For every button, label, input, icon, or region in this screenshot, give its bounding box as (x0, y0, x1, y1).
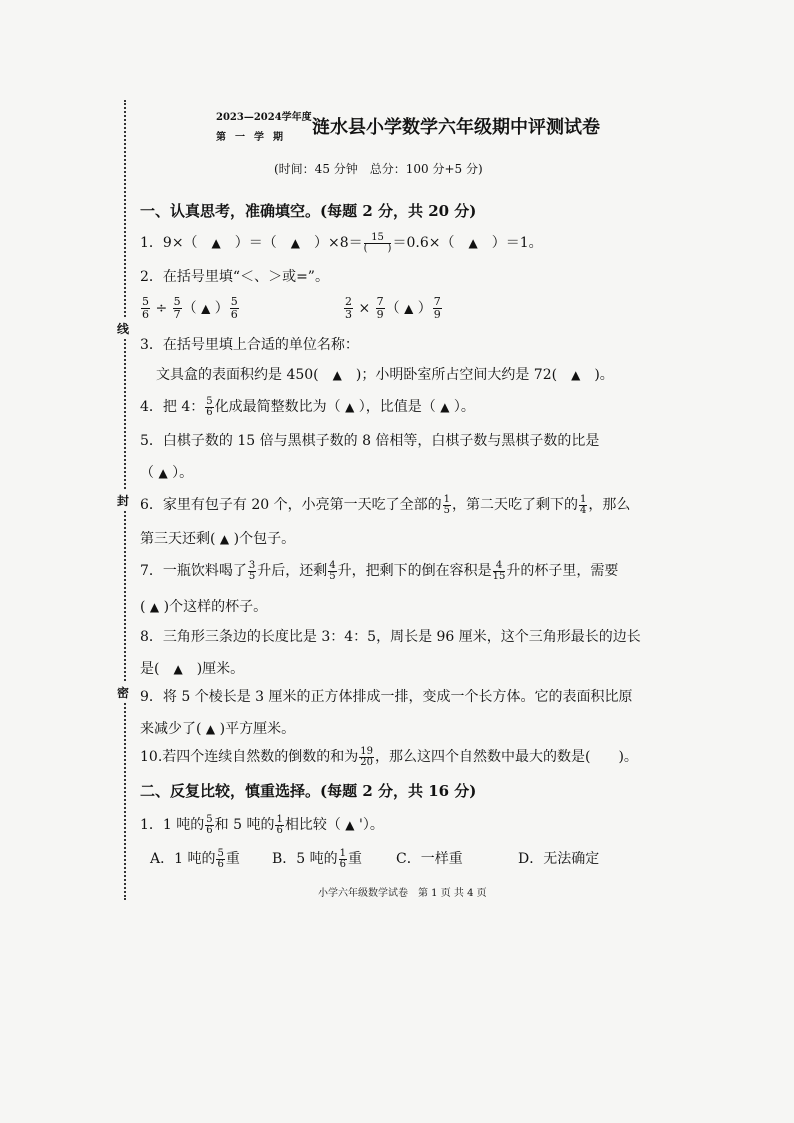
question-3-body: 文具盒的表面积约是 450( ▲ )；小明卧室所占空间大约是 72( ▲ )。 (156, 367, 614, 383)
binding-char: 密 (117, 682, 129, 703)
question-8-answer: 是( ▲ )厘米。 (140, 661, 245, 677)
question-10: 10.若四个连续自然数的倒数的和为 $\frac{19}{20}$ ，那么这四个自然数中最大的数是( )。 (140, 745, 638, 768)
question-5: 5．白棋子数的 15 倍与黑棋子数的 8 倍相等，白棋子数与黑棋子数的比是 (140, 433, 600, 449)
section1-heading: 一、认真思考，准确填空。(每题 2 分，共 20 分) (140, 202, 477, 220)
question-6-answer: 第三天还剩( ▲ )个包子。 (140, 531, 296, 547)
question-9: 9．将 5 个棱长是 3 厘米的正方体排成一排，变成一个长方体。它的表面积比原 (140, 689, 633, 705)
page-footer: 小学六年级数学试卷 第 1 页 共 4 页 (318, 888, 487, 899)
page-title: 涟水县小学数学六年级期中评测试卷 (312, 117, 600, 138)
question-7-answer: ( ▲ )个这样的杯子。 (140, 599, 268, 615)
time-info: (时间：45 分钟 总分：100 分+5 分) (274, 162, 483, 176)
option-b: B．5 吨的 $\frac{1}{6}$ 重 (272, 847, 363, 870)
question-8: 8．三角形三条边的长度比是 3：4：5，周长是 96 厘米，这个三角形最长的边长 (140, 629, 641, 645)
section2-heading: 二、反复比较，慎重选择。(每题 2 分，共 16 分) (140, 782, 477, 800)
question-2: 2．在括号里填“＜、＞或=”。 (140, 269, 329, 285)
question-7: 7．一瓶饮料喝了 $\frac{3}{5}$ 升后，还剩 $\frac{4}{5}$ 升，把剩下的倒在容积是 $\frac{4}{15}$ 升的杯子里，需要 (140, 559, 619, 582)
question-3: 3．在括号里填上合适的单位名称： (140, 337, 359, 353)
section2-question-1: 1．1 吨的 $\frac{5}{6}$ 和 5 吨的 $\frac{1}{6}$ 相比较（ ▲ '）。 (140, 813, 384, 836)
option-d: D．无法确定 (518, 851, 600, 867)
school-year: 2023—2024学年度 (216, 112, 312, 123)
question-9-answer: 来减少了( ▲ )平方厘米。 (140, 721, 296, 737)
question-5-answer: （ ▲ ）。 (140, 465, 194, 481)
question-4: 4．把 4： $\frac{5}{6}$ 化成最简整数比为（ ▲ ），比值是（ ▲ ）。 (140, 395, 475, 418)
option-c: C．一样重 (396, 851, 463, 867)
question-2-compare-b: $\frac{2}{3}$ × $\frac{7}{9}$ （ ▲ ） $\frac{7}{9}$ (345, 295, 441, 321)
term: 第一学期 (216, 132, 292, 143)
question-6: 6．家里有包子有 20 个，小亮第一天吃了全部的 $\frac{1}{5}$ ，第二天吃了剩下的 $\frac{1}{4}$ ，那么 (140, 493, 631, 516)
binding-char: 封 (117, 490, 129, 511)
option-a: A．1 吨的 $\frac{5}{6}$ 重 (150, 847, 240, 870)
question-1: 1．9×（ ▲ ）＝（ ▲ ）×8＝ $\frac{15}{( )}$ ＝0.6×（ ▲ ）＝1。 (140, 231, 543, 254)
binding-char: 线 (117, 318, 129, 339)
question-2-compare-a: $\frac{5}{6}$ ÷ $\frac{5}{7}$ （ ▲ ） $\frac{5}{6}$ (142, 295, 238, 321)
